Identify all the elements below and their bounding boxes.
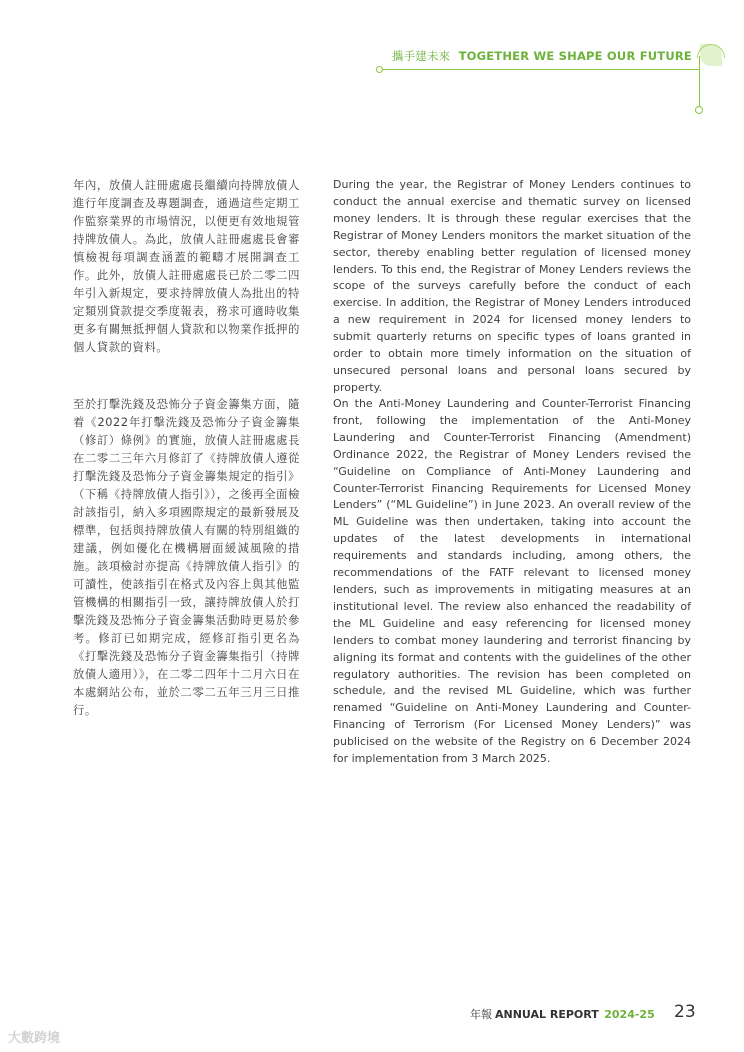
header-rule: [380, 69, 700, 70]
zh-paragraph-2: 至於打擊洗錢及恐怖分子資金籌集方面，隨着《2022年打擊洗錢及恐怖分子資金籌集（修訂）條例》的實施，放債人註冊處處長在二零二三年六月修訂了《持牌放債人遵從打擊洗錢及恐怖分子資金籌集規定的指引》（下稱《持牌放債人指引》），之後再全面檢討該指引，納入多項國際規定的最新發展及標準，包括與持牌放債人有關的特別組織的建議，例如優化在機構層面緩減風險的措施。該項檢討亦提高《持牌放債人指引》的可讀性，使該指引在格式及內容上與其他監管機構的相關指引一致，讓持牌放債人於打擊洗錢及恐怖分子資金籌集活動時更易於參考。修訂已如期完成，經修訂指引更名為《打擊洗錢及恐怖分子資金籌集指引（持牌放債人適用）》，在二零二四年十二月六日在本處網站公布，並於二零二五年三月三日推行。: [73, 398, 300, 717]
header-rule-dot: [376, 66, 383, 73]
page-header: [0, 0, 744, 120]
footer-report-label: [470, 1006, 655, 1022]
header-vertical-dot: [695, 106, 703, 114]
en-paragraph-1: During the year, the Registrar of Money Lenders continues to conduct the annual exercise and thematic survey on licensed money lenders. It is through these regular exercises that the Registrar of Money Lenders monitors the market situation of the sector, thereby enabling better regulation of licensed money lenders. To this end, the Registrar of Money Lenders reviews the scope of the surveys carefully before the conduct of each exercise. In addition, the Registrar of Money Lenders introduced a new requirement in 2024 for licensed money lenders to submit quarterly returns on specific types of loans granted in order to obtain more timely information on the situation of unsecured personal loans and personal loans secured by property.: [333, 178, 691, 394]
header-tagline: [392, 48, 692, 64]
footer-label-en: ANNUAL REPORT: [495, 1008, 599, 1021]
tagline-zh: 攜手建未來: [391, 49, 451, 63]
zh-paragraph-1: 年內，放債人註冊處處長繼續向持牌放債人進行年度調查及專題調查，通過這些定期工作監察業界的市場情況，以便更有效地規管持牌放債人。為此，放債人註冊處處長會審慎檢視每項調查涵蓋的範疇才展開調查工作。此外，放債人註冊處處長已於二零二四年引入新規定，要求持牌放債人為批出的特定類別貸款提交季度報表，務求可適時收集更多有關無抵押個人貸款和以物業作抵押的個人貸款的資料。: [73, 179, 300, 354]
page-number: 23: [674, 1002, 696, 1022]
tagline-en: TOGETHER WE SHAPE OUR FUTURE: [458, 49, 692, 63]
footer-year: 2024-25: [604, 1008, 655, 1021]
footer-label-zh: 年報: [470, 1008, 492, 1021]
en-paragraph-2: On the Anti-Money Laundering and Counter-Terrorist Financing front, following the implementation of the Anti-Money Laundering and Counter-Terrorist Financing (Amendment) Ordinance 2022, the Registrar of Money Lenders revised the “Guideline on Compliance of Anti-Money Laundering and Counter-Terrorist Financing Requirements for Licensed Money Lenders” (“ML Guideline”) in June 2023. An overall review of the ML Guideline was then undertaken, taking into account the updates of the latest developments in international requirements and standards including, among others, the recommendations of the FATF relevant to licensed money lenders, such as improvements in mitigating measures at an institutional level. The review also enhanced the readability of the ML Guideline and easy referencing for licensed money lenders to combat money laundering and terrorist financing by aligning its format and contents with the guidelines of the other regulatory authorities. The revision has been completed on schedule, and the revised ML Guideline, which was further renamed “Guideline on Anti-Money Laundering and Counter-Financing of Terrorism (For Licensed Money Lenders)” was publicised on the website of the Registry on 6 December 2024 for implementation from 3 March 2025.: [333, 397, 691, 766]
watermark: 大數跨境: [8, 1031, 61, 1046]
header-vertical-rule: [699, 56, 700, 108]
